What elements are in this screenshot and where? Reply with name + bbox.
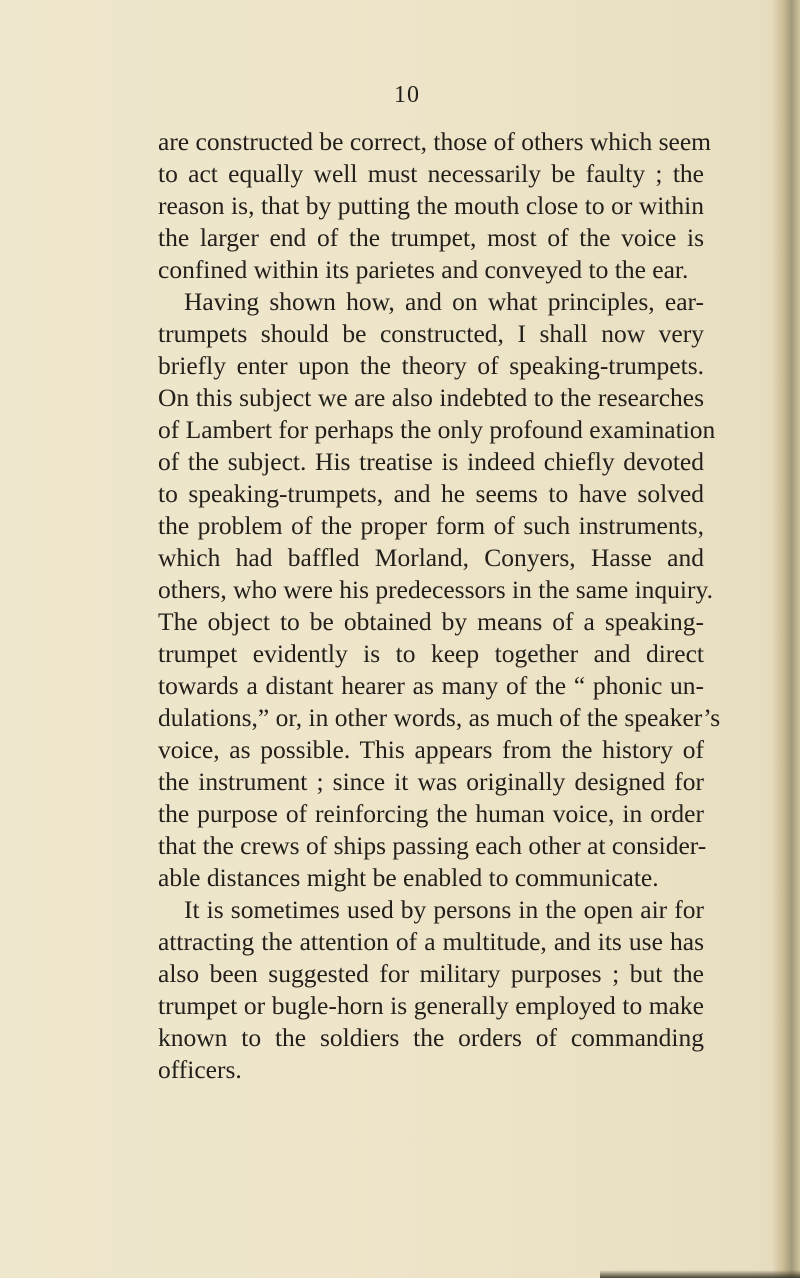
text-line: the larger end of the trumpet, most of the voice is	[158, 223, 704, 252]
text-line: voice, as possible. This appears from the history of	[158, 735, 704, 764]
text-line: known to the soldiers the orders of commanding	[158, 1023, 704, 1052]
text-line: confined within its parietes and conveyed to the ear.	[158, 255, 689, 284]
text-line: that the crews of ships passing each other at consider-	[158, 831, 707, 860]
paragraph	[158, 126, 711, 286]
text-line: the problem of the proper form of such instruments,	[158, 511, 704, 540]
page-number: 10	[394, 82, 420, 108]
text-line: able distances might be enabled to communicate.	[158, 863, 659, 892]
text-line: trumpet or bugle-horn is generally employed to make	[158, 991, 704, 1020]
page-edge-shadow	[772, 0, 800, 1278]
text-line: others, who were his predecessors in the same inquiry.	[158, 575, 713, 604]
paragraph	[158, 286, 721, 894]
text-line: which had baffled Morland, Conyers, Hasse and	[158, 543, 704, 572]
text-line: are constructed be correct, those of others which seem	[158, 127, 711, 156]
text-line: of Lambert for perhaps the only profound examination	[158, 415, 716, 444]
text-line: the purpose of reinforcing the human voice, in order	[158, 799, 704, 828]
text-line: dulations,” or, in other words, as much of the speaker’s	[158, 703, 721, 732]
text-line: of the subject. His treatise is indeed chiefly devoted	[158, 447, 704, 476]
text-line: It is sometimes used by persons in the open air for	[184, 895, 704, 924]
text-line: to act equally well must necessarily be faulty ; the	[158, 159, 704, 188]
text-line: reason is, that by putting the mouth close to or within	[158, 191, 704, 220]
text-line: attracting the attention of a multitude, and its use has	[158, 927, 704, 956]
text-line: to speaking-trumpets, and he seems to have solved	[158, 479, 704, 508]
text-line: briefly enter upon the theory of speaking-trumpets.	[158, 351, 704, 380]
text-line: towards a distant hearer as many of the “ phonic un-	[158, 671, 704, 700]
text-line: officers.	[158, 1055, 242, 1084]
text-line: also been suggested for military purposes ; but the	[158, 959, 704, 988]
text-line: On this subject we are also indebted to the researches	[158, 383, 704, 412]
paragraph	[158, 894, 704, 1086]
text-line: The object to be obtained by means of a speaking-	[158, 607, 704, 636]
text-line: trumpets should be constructed, I shall now very	[158, 319, 704, 348]
page-bottom-shadow	[600, 1270, 800, 1278]
text-line: trumpet evidently is to keep together and direct	[158, 639, 704, 668]
text-line: Having shown how, and on what principles, ear-	[184, 287, 704, 316]
body-text	[158, 126, 721, 1086]
text-line: the instrument ; since it was originally designed for	[158, 767, 704, 796]
